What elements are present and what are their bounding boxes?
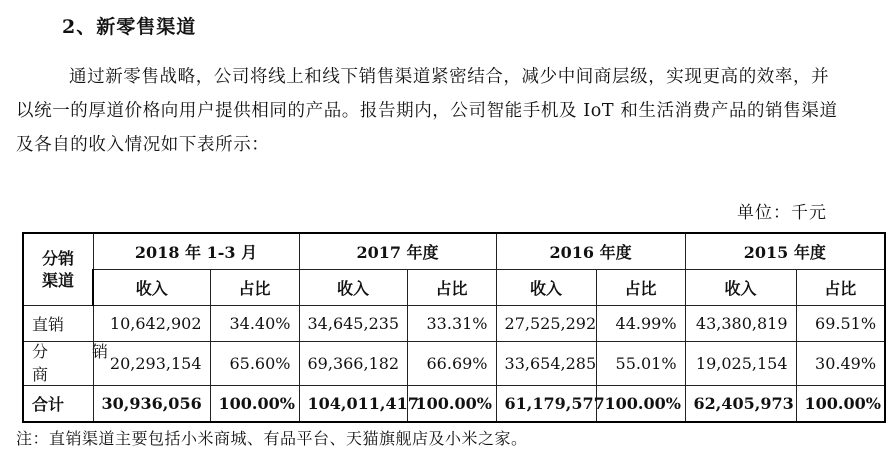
cell-value: 61,179,577 [496, 386, 596, 423]
cell-share: 69.51% [796, 306, 885, 342]
cell-value: 20,293,154 [93, 342, 210, 386]
section-heading: 2、新零售渠道 [62, 16, 197, 38]
cell-value: 34,645,235 [299, 306, 407, 342]
subheader-share: 占比 [407, 270, 496, 306]
subheader-revenue: 收入 [93, 270, 210, 306]
cell-share: 55.01% [596, 342, 685, 386]
channel-header-line1: 分销 [41, 248, 74, 268]
revenue-table [22, 232, 886, 423]
subheader-revenue: 收入 [299, 270, 407, 306]
subheader-revenue: 收入 [685, 270, 796, 306]
channel-header-cell [23, 233, 93, 306]
subheader-share: 占比 [796, 270, 885, 306]
intro-paragraph: 通过新零售战略，公司将线上和线下销售渠道紧密结合，减少中间商层级，实现更高的效率，并以统一的厚道价格向用户提供相同的产品。报告期内，公司智能手机及 IoT 和生活消费产品的销售渠道及各自的收入情况如下表所示： [16, 67, 838, 155]
cell-share: 100.00% [407, 386, 496, 423]
cell-value: 104,011,417 [299, 386, 407, 423]
cell-share: 100.00% [210, 386, 299, 423]
row-label-distributor-line2: 商 [32, 365, 49, 384]
cell-share: 30.49% [796, 342, 885, 386]
table-footnote: 注：直销渠道主要包括小米商城、有品平台、天猫旗舰店及小米之家。 [16, 429, 528, 448]
period-header-2018q1: 2018 年 1-3 月 [93, 233, 299, 270]
unit-label: 单位：千元 [737, 203, 827, 223]
cell-value: 19,025,154 [685, 342, 796, 386]
table-row-distributor [23, 342, 885, 386]
subheader-share: 占比 [210, 270, 299, 306]
table-header-row [23, 233, 885, 270]
cell-value: 10,642,902 [93, 306, 210, 342]
table-row-direct [23, 306, 885, 342]
period-header-2015: 2015 年度 [685, 233, 885, 270]
period-header-2016: 2016 年度 [496, 233, 685, 270]
cell-value: 33,654,285 [496, 342, 596, 386]
row-label-distributor [23, 342, 123, 386]
cell-share: 44.99% [596, 306, 685, 342]
cell-share: 100.00% [596, 386, 685, 423]
cell-value: 69,366,182 [299, 342, 407, 386]
cell-share: 100.00% [796, 386, 885, 423]
table-subheader-row [23, 270, 885, 306]
period-header-2017: 2017 年度 [299, 233, 496, 270]
cell-share: 66.69% [407, 342, 496, 386]
cell-share: 33.31% [407, 306, 496, 342]
cell-value: 27,525,292 [496, 306, 596, 342]
cell-value: 43,380,819 [685, 306, 796, 342]
cell-share: 34.40% [210, 306, 299, 342]
subheader-share: 占比 [596, 270, 685, 306]
row-label-distributor-line1: 分 销 [32, 342, 123, 361]
cell-value: 30,936,056 [93, 386, 210, 423]
cell-value: 62,405,973 [685, 386, 796, 423]
cell-share: 65.60% [210, 342, 299, 386]
row-label-total: 合计 [23, 386, 93, 423]
channel-header-line2: 渠道 [41, 270, 74, 290]
row-label-direct: 直销 [23, 306, 93, 342]
subheader-revenue: 收入 [496, 270, 596, 306]
table-row-total [23, 386, 885, 423]
